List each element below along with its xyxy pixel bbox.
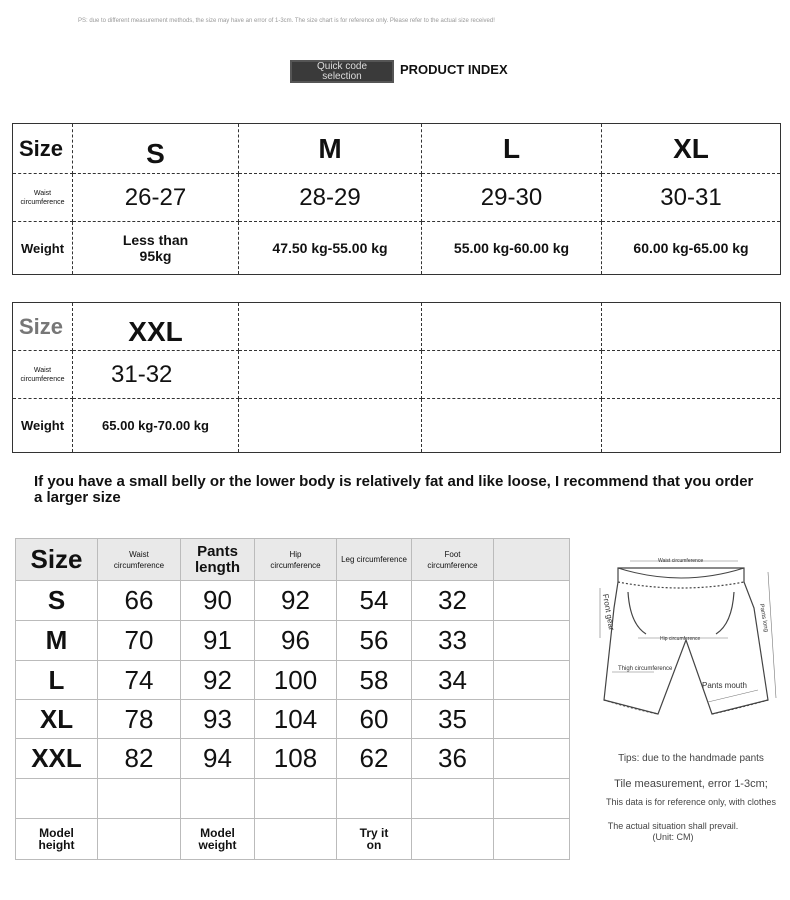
product-index-title: PRODUCT INDEX	[400, 62, 508, 77]
weight-value: 55.00 kg-60.00 kg	[422, 222, 602, 275]
header-foot: Foot circumference	[412, 539, 494, 581]
empty-cell	[412, 819, 494, 860]
cell-value: 82	[98, 739, 181, 779]
cell-value: 91	[181, 621, 255, 661]
table-row	[16, 621, 570, 661]
size-label: Size	[13, 124, 73, 174]
empty-cell	[494, 581, 570, 621]
diagram-pants-long-label: Pants long	[757, 603, 769, 633]
table-row	[16, 819, 570, 860]
empty-cell	[494, 661, 570, 700]
waist-value: 30-31	[602, 174, 781, 222]
cell-value: 74	[98, 661, 181, 700]
empty-cell	[602, 399, 781, 453]
size-s: S	[73, 124, 239, 174]
size-table-2	[12, 302, 781, 453]
table-row	[16, 700, 570, 739]
tips-line-5: (Unit: CM)	[652, 832, 694, 842]
cell-value: 100	[255, 661, 337, 700]
header-hip: Hip circumference	[255, 539, 337, 581]
quick-code-label: Quick code selection	[316, 60, 368, 82]
tips-line-1: Tips: due to the handmade pants	[618, 753, 764, 764]
tips-line-3: This data is for reference only, with clothes	[606, 797, 776, 807]
size-l: L	[422, 124, 602, 174]
model-weight-label: Model weight	[181, 819, 255, 860]
tips-line-4: The actual situation shall prevail.	[607, 821, 739, 831]
row-size: L	[16, 661, 98, 700]
diagram-front-gear-label: Front gear	[600, 593, 617, 632]
cell-value: 35	[412, 700, 494, 739]
empty-cell	[412, 779, 494, 819]
empty-cell	[494, 739, 570, 779]
empty-cell	[239, 351, 422, 399]
empty-cell	[239, 399, 422, 453]
cell-value: 70	[98, 621, 181, 661]
cell-value: 56	[337, 621, 412, 661]
waist-value: 31-32	[73, 351, 239, 399]
row-size: S	[16, 581, 98, 621]
header-size: Size	[16, 539, 98, 581]
header-pants-length: Pants length	[181, 539, 255, 581]
cell-value: 66	[98, 581, 181, 621]
size-advice: If you have a small belly or the lower body is relatively fat and like loose, I recommend that you order a larger size	[34, 473, 754, 506]
disclaimer-note: PS: due to different measurement methods, the size may have an error of 1-3cm. The size chart is for reference only. Please refer to the actual size received!	[78, 18, 495, 24]
measurement-table	[15, 538, 570, 860]
table-row	[13, 351, 781, 399]
table-row	[16, 661, 570, 700]
empty-cell	[255, 819, 337, 860]
table-row	[13, 222, 781, 275]
table-row	[13, 303, 781, 351]
cell-value: 60	[337, 700, 412, 739]
table-row	[13, 399, 781, 453]
empty-cell	[255, 779, 337, 819]
waist-value: 28-29	[239, 174, 422, 222]
empty-cell	[337, 779, 412, 819]
shorts-diagram	[588, 548, 784, 728]
size-xl: XL	[602, 124, 781, 174]
tips-line-2: Tile measurement, error 1-3cm;	[614, 778, 768, 790]
weight-value: 60.00 kg-65.00 kg	[602, 222, 781, 275]
try-it-on-label: Try it on	[337, 819, 412, 860]
row-size: XXL	[16, 739, 98, 779]
row-size: XL	[16, 700, 98, 739]
quick-code-badge	[290, 60, 394, 83]
cell-value: 94	[181, 739, 255, 779]
empty-cell	[422, 303, 602, 351]
cell-value: 108	[255, 739, 337, 779]
cell-value: 32	[412, 581, 494, 621]
cell-value: 104	[255, 700, 337, 739]
empty-cell	[494, 819, 570, 860]
empty-cell	[239, 303, 422, 351]
cell-value: 58	[337, 661, 412, 700]
row-size: M	[16, 621, 98, 661]
empty-cell	[494, 779, 570, 819]
cell-value: 92	[181, 661, 255, 700]
waist-value: 26-27	[73, 174, 239, 222]
header-leg: Leg circumference	[337, 539, 412, 581]
cell-value: 34	[412, 661, 494, 700]
weight-label: Weight	[13, 399, 73, 453]
size-label: Size	[13, 303, 73, 351]
weight-value: Less than 95kg	[73, 222, 239, 275]
weight-value: 47.50 kg-55.00 kg	[239, 222, 422, 275]
waist-label: Waist circumference	[13, 174, 73, 222]
cell-value: 62	[337, 739, 412, 779]
empty-cell	[422, 399, 602, 453]
table-row	[13, 124, 781, 174]
diagram-waist-label: Waist circumference	[658, 558, 704, 564]
cell-value: 92	[255, 581, 337, 621]
empty-cell	[16, 779, 98, 819]
size-table-1	[12, 123, 781, 275]
cell-value: 90	[181, 581, 255, 621]
empty-cell	[494, 700, 570, 739]
size-m: M	[239, 124, 422, 174]
table-header	[16, 539, 570, 581]
table-row	[16, 739, 570, 779]
waist-label: Waist circumference	[13, 351, 73, 399]
empty-cell	[422, 351, 602, 399]
size-xxl: XXL	[73, 303, 239, 351]
diagram-hip-label: Hip circumference	[660, 636, 701, 642]
cell-value: 54	[337, 581, 412, 621]
empty-cell	[494, 621, 570, 661]
weight-value: 65.00 kg-70.00 kg	[73, 399, 239, 453]
empty-cell	[181, 779, 255, 819]
diagram-pants-mouth-label: Pants mouth	[702, 681, 747, 690]
cell-value: 78	[98, 700, 181, 739]
table-row	[16, 581, 570, 621]
table-row	[16, 779, 570, 819]
cell-value: 96	[255, 621, 337, 661]
model-height-label: Model height	[16, 819, 98, 860]
cell-value: 93	[181, 700, 255, 739]
waist-value: 29-30	[422, 174, 602, 222]
empty-cell	[602, 351, 781, 399]
empty-cell	[602, 303, 781, 351]
empty-cell	[494, 539, 570, 581]
cell-value: 36	[412, 739, 494, 779]
cell-value: 33	[412, 621, 494, 661]
empty-cell	[98, 779, 181, 819]
weight-label: Weight	[13, 222, 73, 275]
table-row	[13, 174, 781, 222]
diagram-thigh-label: Thigh circumference	[618, 666, 673, 672]
empty-cell	[98, 819, 181, 860]
header-waist: Waist circumference	[98, 539, 181, 581]
